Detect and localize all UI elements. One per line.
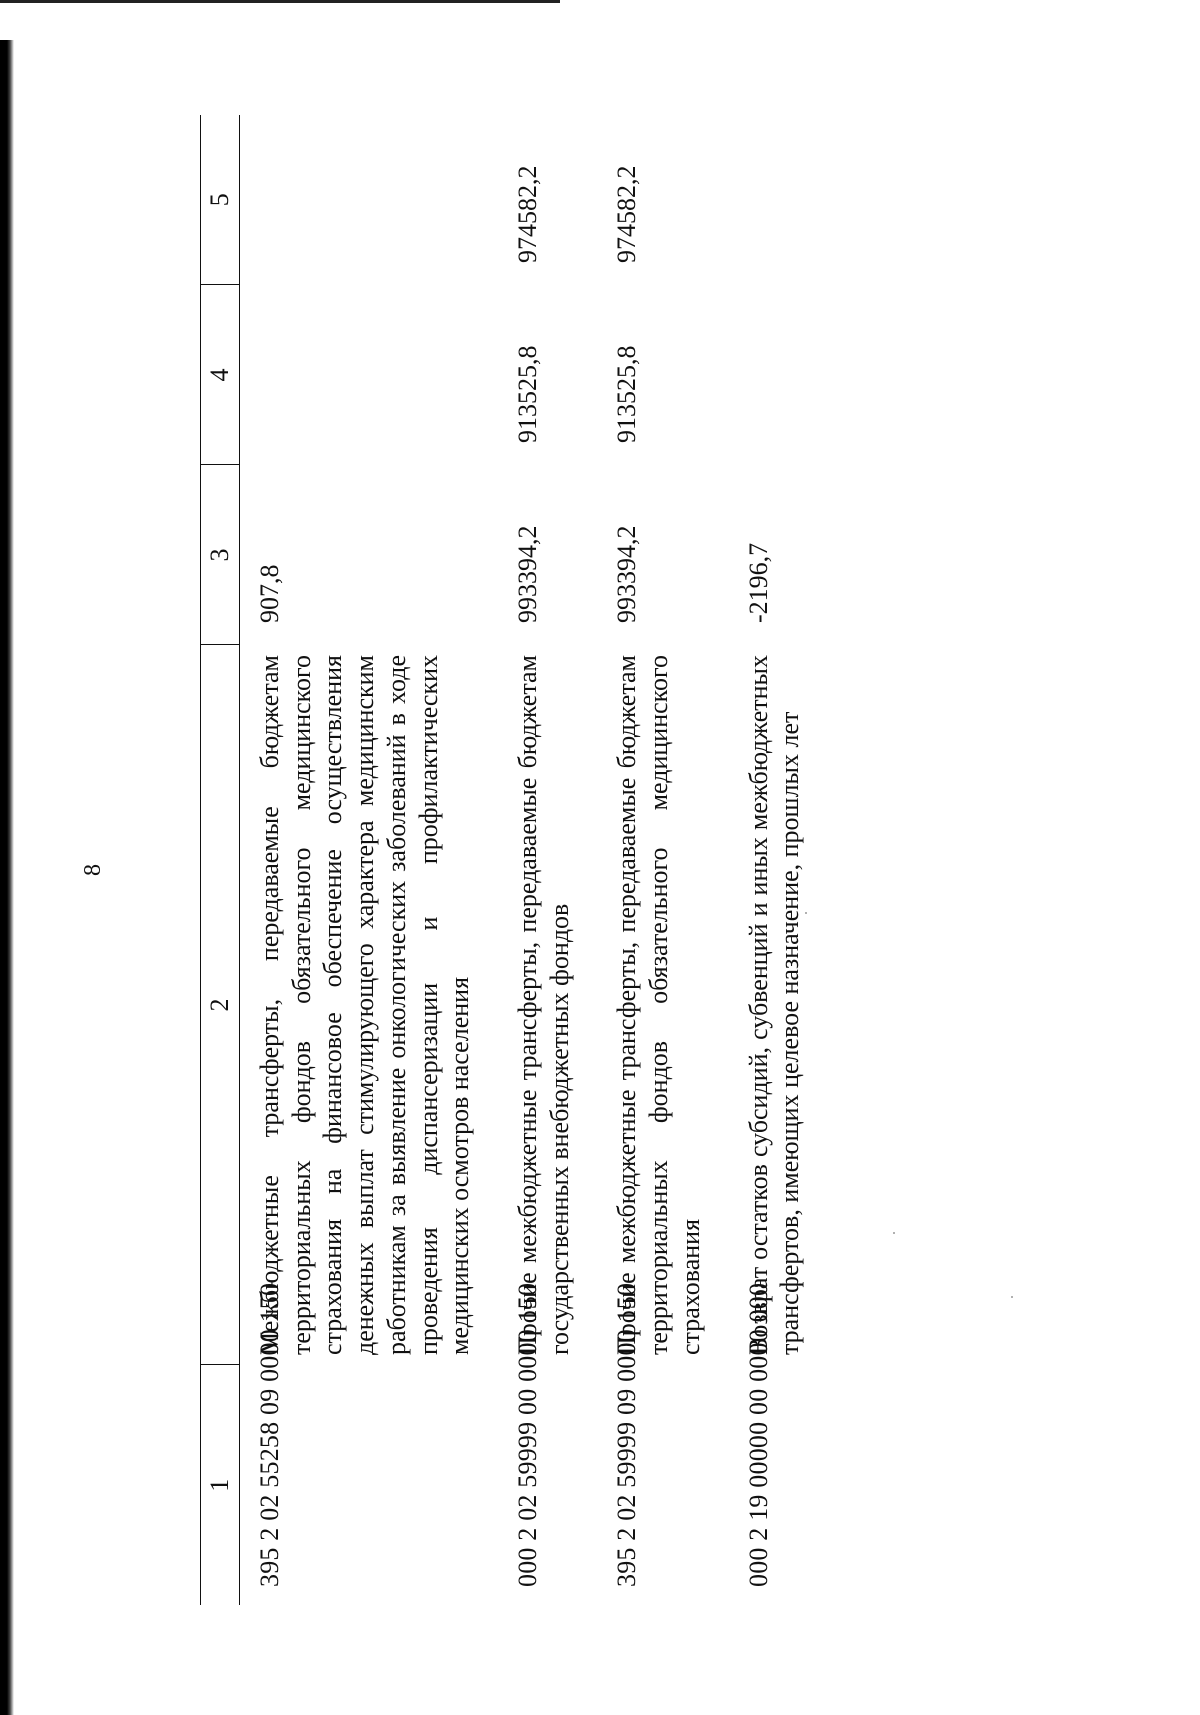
column-header: 1 (201, 1365, 240, 1605)
col3-value: -2196,7 (743, 542, 773, 623)
col4-value (240, 285, 499, 465)
scan-edge-left (0, 40, 14, 1715)
table-row (729, 115, 828, 1605)
col4-value: 913525,8 (612, 345, 642, 443)
col5-value (729, 115, 828, 285)
row-description: Межбюджетные трансферты, передаваемые бюджетам территориальных фондов обязательного медицинского страхования на финансовое обеспечение осуществления денежных выплат стимулирующего характера медицинским работникам за выявление онкологических заболеваний в ходе проведения диспансеризации и профилактических медицинских осмотров населения (255, 655, 475, 1355)
row-description: Прочие межбюджетные трансферты, передаваемые бюджетам территориальных фондов обязательного медицинского страхования (612, 655, 705, 1355)
column-header: 4 (201, 285, 240, 465)
table-row (240, 115, 499, 1605)
row-description: Возврат остатков субсидий, субвенций и иных межбюджетных трансфертов, имеющих целевое назначение, прошлых лет (743, 655, 805, 1355)
table-row (597, 115, 728, 1605)
column-header: 2 (201, 645, 240, 1365)
table-header-row (201, 115, 240, 1605)
col3-value: 993394,2 (513, 525, 543, 623)
col5-value: 974582,2 (612, 165, 642, 263)
column-header: 3 (201, 465, 240, 645)
budget-code: 395 2 02 59999 09 0000 150 (612, 1282, 642, 1587)
col4-value (729, 285, 828, 465)
col3-value: 907,8 (255, 564, 284, 623)
scan-edge-top (0, 0, 560, 3)
budget-table (200, 115, 828, 1605)
col3-value: 993394,2 (612, 525, 642, 623)
budget-code: 395 2 02 55258 09 0000 150 (255, 1282, 284, 1587)
col5-value: 974582,2 (513, 165, 543, 263)
budget-code: 000 2 02 59999 00 0000 150 (513, 1282, 543, 1587)
rotated-page-content (200, 115, 1100, 1605)
col4-value: 913525,8 (513, 345, 543, 443)
page-number: 8 (80, 864, 106, 876)
budget-code: 000 2 19 00000 00 0000 000 (743, 1282, 773, 1587)
row-description: Прочие межбюджетные трансферты, передаваемые бюджетам государственных внебюджетных фондов (513, 655, 574, 1355)
col5-value (240, 115, 499, 285)
table-row (498, 115, 597, 1605)
column-header: 5 (201, 115, 240, 285)
